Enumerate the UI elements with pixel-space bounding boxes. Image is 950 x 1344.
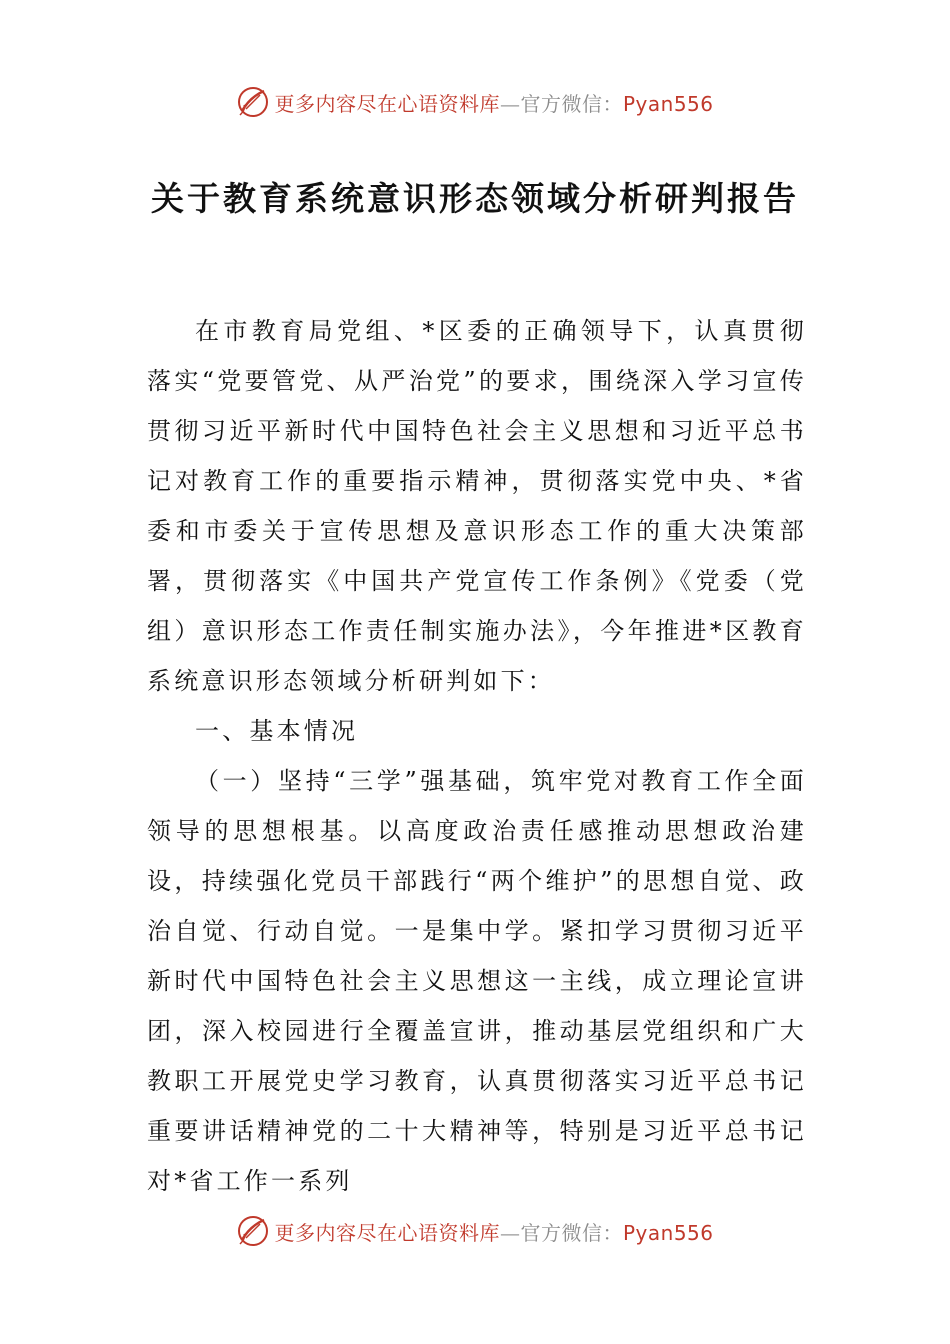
watermark-dash: —: [499, 1220, 521, 1245]
watermark-site: 更多内容尽在心语资料库: [274, 1220, 500, 1245]
watermark-wechat-label: 官方微信：: [520, 91, 623, 116]
watermark-dash: —: [499, 91, 521, 116]
watermark-banner-top: [0, 82, 950, 122]
watermark-wechat-label: 官方微信：: [520, 1220, 623, 1245]
paragraph-intro: 在市教育局党组、*区委的正确领导下，认真贯彻落实“党要管党、从严治党”的要求，围绕深入学习宣传贯彻习近平新时代中国特色社会主义思想和习近平总书记对教育工作的重要指示精神，贯彻落实党中央、*省委和市委关于宣传思想及意识形态工作的重大决策部署，贯彻落实《中国共产党宣传工作条例》《党委（党组）意识形态工作责任制实施办法》，今年推进*区教育系统意识形态领域分析研判如下：: [147, 317, 807, 695]
pen-logo-icon: [236, 85, 270, 119]
watermark-wechat-id: Pyan556: [622, 91, 714, 116]
document-body: [147, 306, 807, 1206]
watermark-site: 更多内容尽在心语资料库: [274, 91, 500, 116]
paragraph-section-1: （一）坚持“三学”强基础，筑牢党对教育工作全面领导的思想根基。以高度政治责任感推动思想政治建设，持续强化党员干部践行“两个维护”的思想自觉、政治自觉、行动自觉。一是集中学。紧扣学习贯彻习近平新时代中国特色社会主义思想这一主线，成立理论宣讲团，深入校园进行全覆盖宣讲，推动基层党组织和广大教职工开展党史学习教育，认真贯彻落实习近平总书记重要讲话精神党的二十大精神等，特别是习近平总书记对*省工作一系列: [147, 767, 807, 1195]
watermark-wechat-id: Pyan556: [622, 1220, 714, 1245]
watermark-text: [274, 88, 713, 117]
watermark-text: [274, 1217, 713, 1246]
document-title: 关于教育系统意识形态领域分析研判报告: [151, 179, 799, 218]
section-heading-basic-situation: 一、基本情况: [195, 717, 359, 745]
pen-logo-icon: [236, 1214, 270, 1248]
watermark-banner-bottom: [0, 1211, 950, 1251]
